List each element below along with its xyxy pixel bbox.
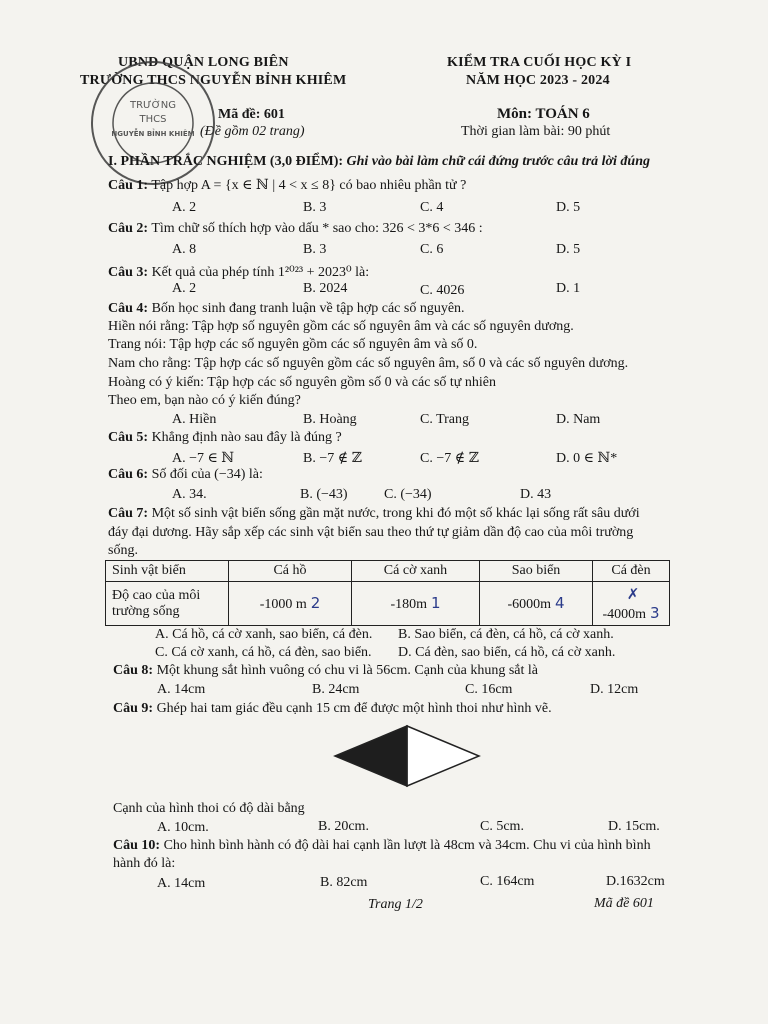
table-header-cell: Sinh vật biển [106, 561, 229, 582]
question-8 [113, 663, 538, 679]
question-3 [108, 264, 369, 281]
question-10 [113, 838, 651, 854]
footer-exam-code: Mã đề 601 [594, 896, 654, 911]
pages-note: (Đề gồm 02 trang) [200, 124, 305, 139]
question-6 [108, 467, 263, 483]
stamp-line3: NGUYỄN BỈNH KHIÊM [111, 130, 195, 138]
table-row [106, 582, 670, 626]
duration: Thời gian làm bài: 90 phút [461, 124, 611, 139]
q1-option-d: D. 5 [556, 200, 581, 215]
q5-option-c: C. −7 ∉ ℤ [420, 451, 479, 466]
q9-option-a: A. 10cm. [157, 820, 209, 835]
q4-option-b: B. Hoàng [303, 412, 357, 427]
q1-option-a: A. 2 [172, 200, 197, 215]
question-text: Tìm chữ số thích hợp vào dấu * sao cho: 326 < 3*6 < 346 : [151, 221, 483, 236]
q3-option-d: D. 1 [556, 281, 581, 296]
table-header-cell: Cá đèn [593, 561, 670, 582]
q3-option-a: A. 2 [172, 281, 197, 296]
rhombus-figure [333, 724, 481, 788]
q7-option-a: A. Cá hồ, cá cờ xanh, sao biển, cá đèn. [155, 627, 373, 642]
question-label: Câu 9: [113, 701, 154, 716]
row-label-line-2: trường sống [112, 603, 180, 619]
q9-option-d: D. 15cm. [608, 819, 660, 834]
rhombus-white-triangle [407, 726, 479, 786]
exam-code: Mã đề: 601 [218, 107, 285, 122]
stamp-line2: THCS [139, 114, 167, 125]
question-label: Câu 1: [108, 178, 149, 193]
table-header-cell: Sao biển [480, 561, 593, 582]
question-label: Câu 6: [108, 467, 149, 482]
table-cell [480, 582, 593, 626]
section-1-instruction: Ghi vào bài làm chữ cái đứng trước câu trả lời đúng [346, 154, 651, 169]
header-exam-title: KIỂM TRA CUỐI HỌC KỲ I [447, 55, 632, 70]
table-header-cell: Cá cờ xanh [352, 561, 480, 582]
q4-line-4: Hoàng có ý kiến: Tập hợp các số nguyên gồm số 0 và các số tự nhiên [108, 375, 496, 390]
question-label: Câu 2: [108, 221, 149, 236]
q4-line-1: Hiền nói rằng: Tập hợp số nguyên gồm các số nguyên âm và các số nguyên dương. [108, 319, 574, 334]
page-number: Trang 1/2 [368, 897, 423, 912]
handwritten-mark: ✗ [626, 584, 640, 603]
q4-line-3: Nam cho rằng: Tập hợp các số nguyên gồm các số nguyên âm, số 0 và các số nguyên dương. [108, 356, 629, 371]
question-text: Khẳng định nào sau đây là đúng ? [151, 430, 342, 445]
subject: Môn: TOÁN 6 [497, 106, 590, 122]
table-cell [352, 582, 480, 626]
q8-option-b: B. 24cm [312, 682, 360, 697]
sea-creatures-table [105, 560, 670, 626]
question-text: Một khung sắt hình vuông có chu vi là 56cm. Cạnh của khung sắt là [156, 663, 539, 678]
question-5 [108, 430, 342, 446]
q7-text-line-3: sống. [108, 543, 138, 558]
handwritten-rank: 2 [310, 594, 321, 612]
question-text: Ghép hai tam giác đều cạnh 15 cm để được một hình thoi như hình vẽ. [156, 701, 552, 716]
depth-value: -4000m [602, 606, 646, 622]
q9-option-b: B. 20cm. [318, 819, 369, 834]
q7-option-b: B. Sao biển, cá đèn, cá hồ, cá cờ xanh. [398, 627, 614, 642]
table-cell [593, 582, 670, 626]
question-7 [108, 506, 640, 522]
q10-option-a: A. 14cm [157, 876, 206, 891]
question-2 [108, 221, 483, 237]
row-label-line-1: Độ cao của môi [112, 587, 201, 603]
section-1-heading [108, 154, 650, 170]
q7-option-d: D. Cá đèn, sao biển, cá hồ, cá cờ xanh. [398, 645, 616, 660]
question-label: Câu 4: [108, 301, 149, 316]
q5-option-d: D. 0 ∈ ℕ* [556, 451, 618, 466]
section-1-title: I. PHẦN TRẮC NGHIỆM (3,0 ĐIỂM): [108, 154, 344, 169]
handwritten-rank: 4 [555, 594, 565, 612]
depth-value: -180m [390, 597, 427, 612]
stamp-line1: TRƯỜNG [130, 100, 176, 111]
table-cell [229, 582, 352, 626]
question-text: Cho hình bình hành có độ dài hai cạnh lần lượt là 48cm và 34cm. Chu vi của hình bình [163, 838, 651, 853]
q6-option-a: A. 34. [172, 487, 207, 502]
q1-option-b: B. 3 [303, 200, 327, 215]
q4-line-5: Theo em, bạn nào có ý kiến đúng? [108, 393, 301, 408]
rhombus-black-triangle [335, 726, 407, 786]
q7-text-line-2: đáy đại dương. Hãy sắp xếp các sinh vật biển sau theo thứ tự giảm dần độ cao của môi trường [108, 525, 634, 540]
table-header-row [106, 561, 670, 582]
question-text: Tập hợp A = {x ∈ ℕ | 4 < x ≤ 8} có bao nhiêu phần tử ? [151, 178, 467, 193]
q2-option-b: B. 3 [303, 242, 327, 257]
q5-option-a: A. −7 ∈ ℕ [172, 451, 235, 466]
q10-option-c: C. 164cm [480, 874, 535, 889]
question-text: Kết quả của phép tính 1²⁰²³ + 2023⁰ là: [151, 265, 370, 280]
table-header-cell: Cá hồ [229, 561, 352, 582]
q9-text-line-2: Cạnh của hình thoi có độ dài bằng [113, 801, 305, 816]
depth-value: -1000 m [259, 597, 307, 612]
q6-option-c: C. (−34) [384, 487, 432, 502]
question-text: Bốn học sinh đang tranh luận về tập hợp các số nguyên. [151, 301, 465, 316]
q8-option-a: A. 14cm [157, 682, 206, 697]
question-4 [108, 301, 465, 317]
q8-option-c: C. 16cm [465, 682, 513, 697]
question-9 [113, 701, 552, 717]
question-label: Câu 5: [108, 430, 149, 445]
q10-option-b: B. 82cm [320, 875, 368, 890]
q6-option-b: B. (−43) [300, 487, 348, 502]
q10-option-d: D.1632cm [606, 874, 665, 889]
question-1 [108, 177, 466, 194]
q2-option-a: A. 8 [172, 242, 197, 257]
q1-option-c: C. 4 [420, 200, 444, 215]
q7-option-c: C. Cá cờ xanh, cá hồ, cá đèn, sao biển. [155, 645, 372, 660]
q5-option-b: B. −7 ∉ ℤ [303, 451, 362, 466]
q4-option-d: D. Nam [556, 412, 601, 427]
handwritten-rank: 1 [431, 594, 441, 612]
q3-option-b: B. 2024 [303, 281, 348, 296]
q10-text-line-2: hành đó là: [113, 856, 176, 871]
q2-option-c: C. 6 [420, 242, 444, 257]
header-school-year: NĂM HỌC 2023 - 2024 [466, 73, 610, 88]
question-label: Câu 7: [108, 506, 149, 521]
depth-value: -6000m [507, 597, 551, 612]
q4-option-c: C. Trang [420, 412, 470, 427]
q4-option-a: A. Hiền [172, 412, 217, 427]
q8-option-d: D. 12cm [590, 682, 639, 697]
q2-option-d: D. 5 [556, 242, 581, 257]
header-school: TRƯỜNG THCS NGUYỄN BỈNH KHIÊM [80, 73, 347, 88]
header-district: UBND QUẬN LONG BIÊN [118, 55, 289, 70]
question-label: Câu 8: [113, 663, 154, 678]
q9-option-c: C. 5cm. [480, 819, 524, 834]
question-text: Số đối của (−34) là: [151, 467, 263, 482]
handwritten-rank: 3 [650, 603, 660, 622]
question-label: Câu 10: [113, 838, 161, 853]
q3-option-c: C. 4026 [420, 283, 465, 298]
q4-line-2: Trang nói: Tập hợp các số nguyên gồm các số nguyên âm và số 0. [108, 337, 478, 352]
question-text: Một số sinh vật biển sống gần mặt nước, trong khi đó một số khác lại sống rất sâu dưới [151, 506, 640, 521]
q6-option-d: D. 43 [520, 487, 552, 502]
question-label: Câu 3: [108, 265, 149, 280]
table-cell [106, 582, 229, 626]
